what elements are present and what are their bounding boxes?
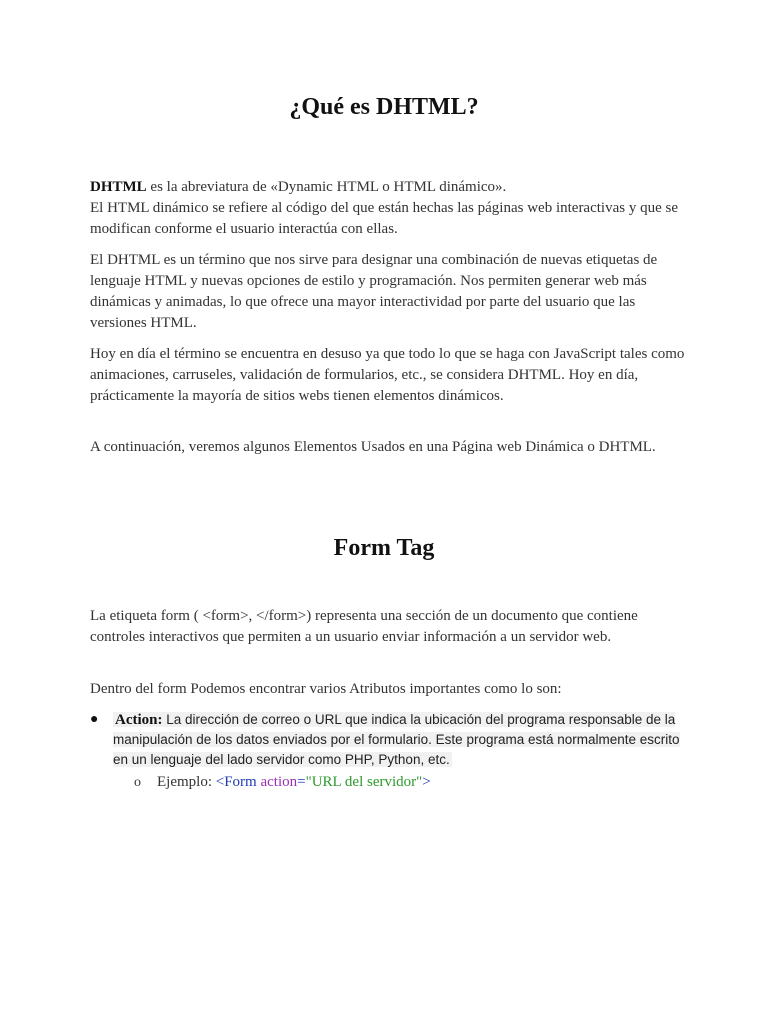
list-item-action xyxy=(90,710,690,793)
page-title: ¿Qué es DHTML? xyxy=(289,94,479,120)
code-open-tag: <Form xyxy=(215,774,257,790)
code-equals: = xyxy=(297,774,306,790)
code-close-tag: > xyxy=(422,774,431,790)
intro-line-2: El HTML dinámico se refiere al código del que están hechas las páginas web interactivas y que se modifican conforme el usuario interactúa con ellas. xyxy=(90,200,678,237)
form-attributes-intro: Dentro del form Podemos encontrar varios Atributos importantes como lo son: xyxy=(90,681,562,697)
form-tag-description: La etiqueta form ( <form>, </form>) representa una sección de un documento que contiene controles interactivos que permiten a un usuario enviar información a un servidor web. xyxy=(90,608,638,645)
action-text: La dirección de correo o URL que indica la ubicación del programa responsable de la manipulación de los datos enviados por el formulario. Este programa está normalmente escrito en un lenguaje del lado servidor como PHP, Python, etc. xyxy=(113,712,680,767)
dhtml-definition-paragraph: El DHTML es un término que nos sirve para designar una combinación de nuevas etiquetas de lenguaje HTML y nuevas opciones de estilo y programación. Nos permiten generar web más dinámicas y animadas, lo que ofrece una mayor interactividad por parte del usuario que las versiones HTML. xyxy=(90,252,658,331)
code-value: "URL del servidor" xyxy=(305,774,423,790)
list-subitem-example xyxy=(113,772,690,793)
attributes-list xyxy=(90,710,690,793)
action-description xyxy=(113,712,680,767)
action-label: Action: xyxy=(115,712,163,728)
dhtml-usage-paragraph: Hoy en día el término se encuentra en desuso ya que todo lo que se haga con JavaScript tales como animaciones, carruseles, validación de formularios, etc., se considera DHTML. Hoy en día, prácticamente la mayoría de sitios webs tienen elementos dinámicos. xyxy=(90,346,685,404)
intro-paragraph xyxy=(90,177,690,240)
intro-line-1: es la abreviatura de «Dynamic HTML o HTML dinámico». xyxy=(146,179,507,195)
example-label: Ejemplo: xyxy=(157,774,216,790)
bullet-icon: ● xyxy=(90,712,99,727)
code-attribute: action xyxy=(256,774,298,790)
intro-term: DHTML xyxy=(90,179,147,195)
sub-bullet-icon: o xyxy=(134,775,141,790)
elements-intro-paragraph: A continuación, veremos algunos Elementos Usados en una Página web Dinámica o DHTML. xyxy=(90,439,656,455)
section-title-form-tag: Form Tag xyxy=(333,535,435,561)
